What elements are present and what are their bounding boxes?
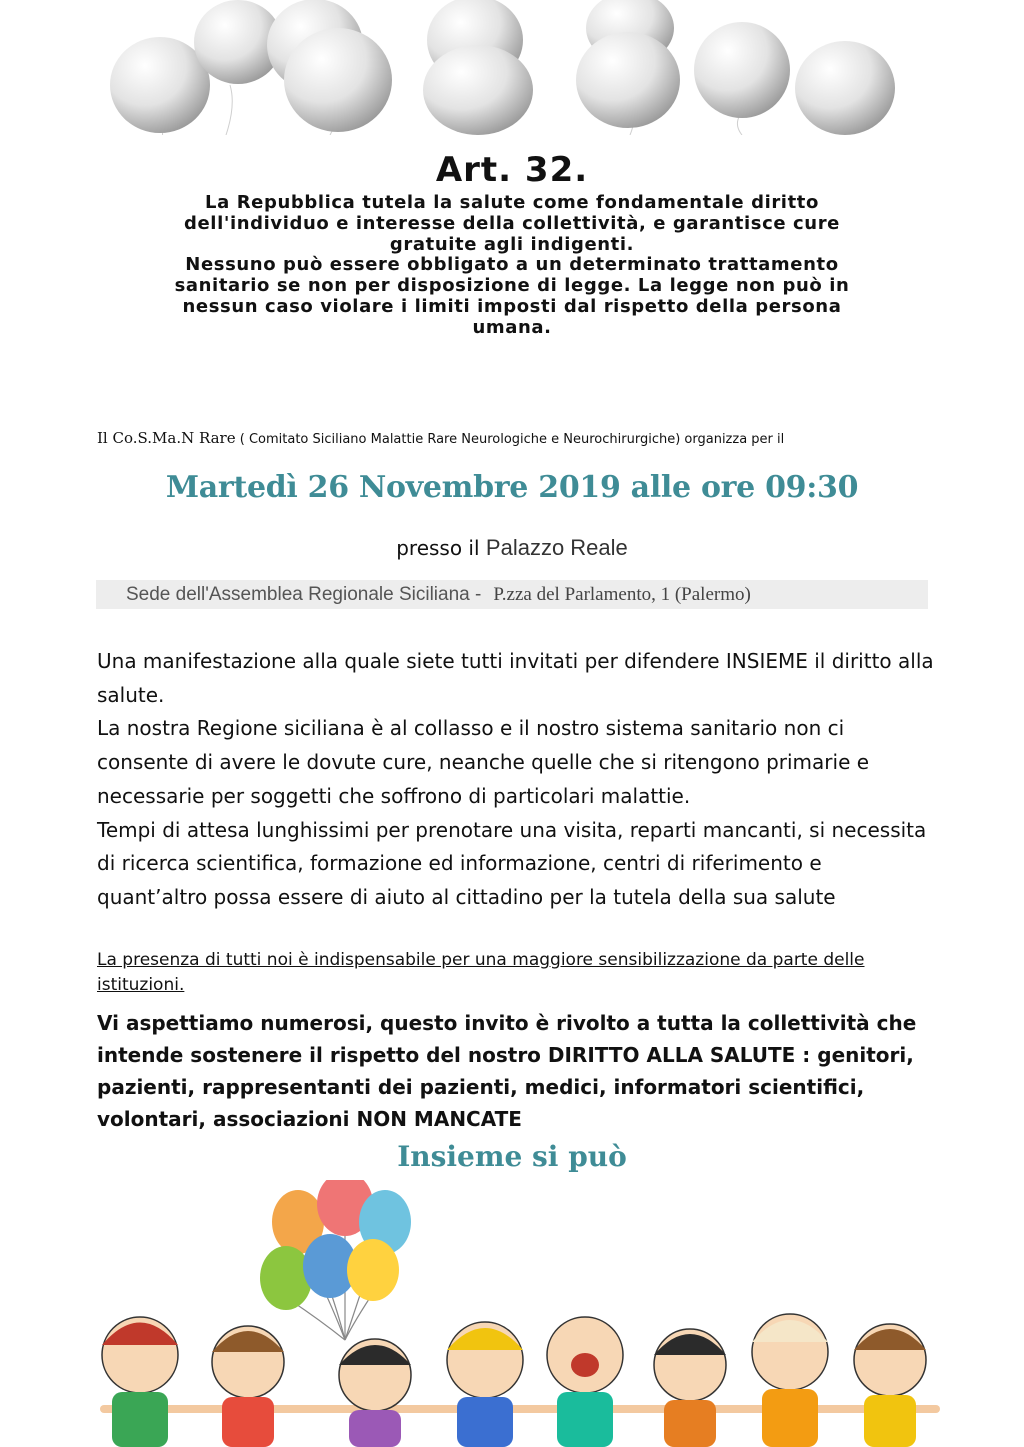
- motto: Insieme si può: [397, 1140, 627, 1173]
- venue-prefix: presso il: [396, 536, 486, 560]
- article-paragraph-1: La Repubblica tutela la salute come fondamentale diritto dell'individuo e interesse della collettività, e garantisce cure gratuite agli indigenti.: [184, 192, 840, 255]
- body-paragraph-2: La nostra Regione siciliana è al collasso e il nostro sistema sanitario non ci consente di avere le dovute cure, neanche quelle che si ritengono primarie e necessarie per soggetti che soffrono di particolari malattie.: [97, 716, 870, 808]
- body-paragraph-1: Una manifestazione alla quale siete tutti invitati per difendere INSIEME il diritto alla salute.: [97, 649, 934, 707]
- white-balloons-banner-icon: [0, 0, 1024, 135]
- children-with-balloons-icon: [0, 1180, 1024, 1447]
- organizer-name: Il Co.S.Ma.N Rare: [97, 429, 236, 447]
- event-date: Martedì 26 Novembre 2019 alle ore 09:30: [165, 470, 859, 505]
- body-text: [97, 645, 937, 915]
- venue-line: [0, 535, 1024, 561]
- organizer-description: ( Comitato Siciliano Malattie Rare Neurologiche e Neurochirurgiche) organizza per il: [235, 432, 785, 447]
- article-text: [150, 193, 874, 339]
- venue-address: P.zza del Parlamento, 1 (Palermo): [493, 584, 751, 605]
- closing-invitation: Vi aspettiamo numerosi, questo invito è rivolto a tutta la collettività che intende sostenere il rispetto del nostro DIRITTO ALLA SALUTE : genitori, pazienti, rappresentanti dei pazienti, medici, informatori scientifici, volontari, associazioni NON MANCATE: [97, 1011, 917, 1131]
- venue-seat: Sede dell'Assemblea Regionale Siciliana -: [126, 584, 482, 605]
- article-paragraph-2: Nessuno può essere obbligato a un determinato trattamento sanitario se non per disposizione di legge. La legge non può in nessun caso violare i limiti imposti dal rispetto della persona umana.: [174, 254, 850, 338]
- underlined-note: La presenza di tutti noi è indispensabile per una maggiore sensibilizzazione da parte delle istituzioni.: [97, 950, 865, 995]
- article-title: Art. 32.: [435, 150, 589, 190]
- organizer-line: [97, 429, 977, 447]
- venue-name: Palazzo Reale: [485, 535, 628, 560]
- body-paragraph-3: Tempi di attesa lunghissimi per prenotare una visita, reparti mancanti, si necessita di ricerca scientifica, formazione ed informazione, centri di riferimento e quant’altro possa essere di aiuto al cittadino per la tutela della sua salute: [97, 817, 927, 909]
- address-bar: [96, 580, 928, 609]
